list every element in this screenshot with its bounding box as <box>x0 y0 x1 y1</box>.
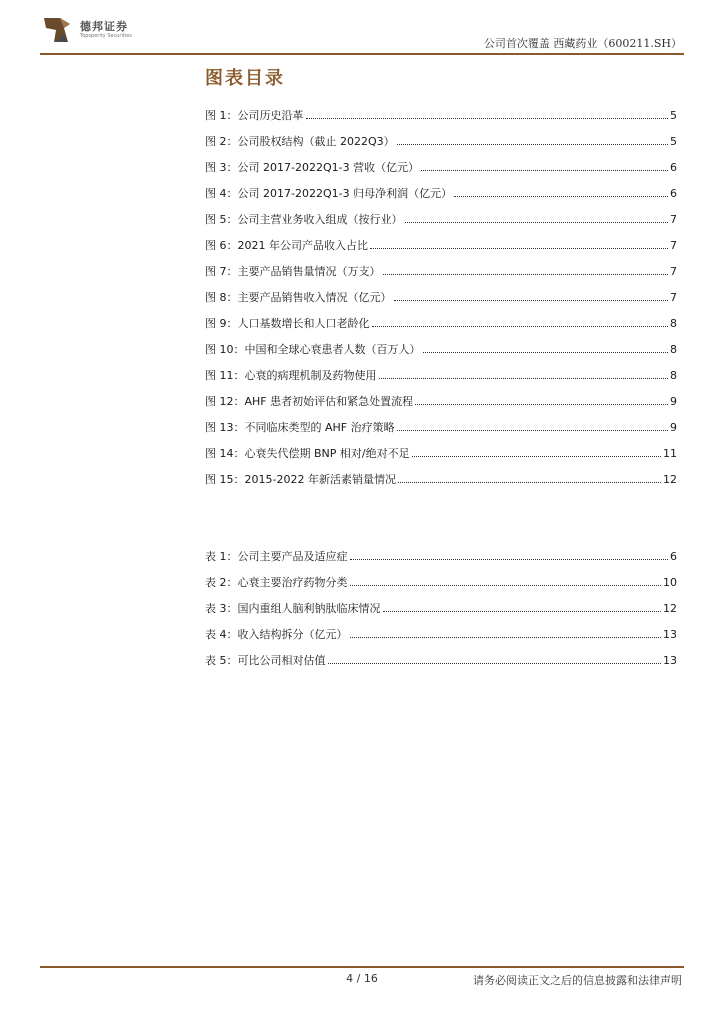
entry-label: 图 15：2015-2022 年新活素销量情况 <box>205 473 396 486</box>
topsperity-logo-icon <box>40 14 76 46</box>
table-list <box>205 548 677 678</box>
figure-list <box>205 107 677 497</box>
entry-label: 表 1：公司主要产品及适应症 <box>205 550 348 563</box>
dot-leader <box>306 118 669 119</box>
dot-leader <box>372 326 669 327</box>
dot-leader <box>350 585 662 586</box>
entry-page: 7 <box>670 239 677 252</box>
logo-english-name: Topsperity Securities <box>80 33 132 39</box>
entry-page: 12 <box>663 473 677 486</box>
figure-entry[interactable] <box>205 289 677 315</box>
footer-divider <box>40 966 684 968</box>
dot-leader <box>415 404 668 405</box>
figure-entry[interactable] <box>205 107 677 133</box>
dot-leader <box>398 482 661 483</box>
figure-entry[interactable] <box>205 315 677 341</box>
dot-leader <box>405 222 669 223</box>
figure-entry[interactable] <box>205 159 677 185</box>
figure-entry[interactable] <box>205 419 677 445</box>
entry-page: 11 <box>663 447 677 460</box>
entry-label: 图 5：公司主营业务收入组成（按行业） <box>205 213 403 226</box>
figure-entry[interactable] <box>205 471 677 497</box>
entry-label: 图 13：不同临床类型的 AHF 治疗策略 <box>205 421 395 434</box>
figure-entry[interactable] <box>205 237 677 263</box>
entry-page: 7 <box>670 213 677 226</box>
dot-leader <box>383 274 669 275</box>
entry-page: 7 <box>670 265 677 278</box>
entry-page: 12 <box>663 602 677 615</box>
dot-leader <box>383 611 662 612</box>
entry-page: 13 <box>663 628 677 641</box>
logo-chinese-name: 德邦证券 <box>80 20 128 33</box>
entry-page: 9 <box>670 395 677 408</box>
figure-entry[interactable] <box>205 185 677 211</box>
entry-label: 图 4：公司 2017-2022Q1-3 归母净利润（亿元） <box>205 187 453 200</box>
figure-entry[interactable] <box>205 393 677 419</box>
figure-entry[interactable] <box>205 133 677 159</box>
entry-label: 图 8：主要产品销售收入情况（亿元） <box>205 291 392 304</box>
dot-leader <box>454 196 668 197</box>
header-divider <box>40 53 684 55</box>
entry-label: 图 11：心衰的病理机制及药物使用 <box>205 369 377 382</box>
entry-page: 10 <box>663 576 677 589</box>
entry-page: 6 <box>670 550 677 563</box>
report-header-title: 公司首次覆盖 西藏药业（600211.SH） <box>483 37 682 50</box>
dot-leader <box>397 144 668 145</box>
entry-page: 8 <box>670 369 677 382</box>
entry-label: 图 3：公司 2017-2022Q1-3 营收（亿元） <box>205 161 420 174</box>
dot-leader <box>423 352 669 353</box>
entry-label: 图 10：中国和全球心衰患者人数（百万人） <box>205 343 421 356</box>
figure-entry[interactable] <box>205 445 677 471</box>
entry-label: 图 2：公司股权结构（截止 2022Q3） <box>205 135 395 148</box>
table-entry[interactable] <box>205 548 677 574</box>
logo-text <box>80 20 132 40</box>
entry-page: 13 <box>663 654 677 667</box>
figure-entry[interactable] <box>205 367 677 393</box>
figure-entry[interactable] <box>205 341 677 367</box>
figure-entry[interactable] <box>205 211 677 237</box>
entry-page: 6 <box>670 161 677 174</box>
entry-label: 图 6：2021 年公司产品收入占比 <box>205 239 368 252</box>
entry-page: 8 <box>670 317 677 330</box>
company-logo <box>40 14 132 46</box>
entry-page: 8 <box>670 343 677 356</box>
entry-page: 5 <box>670 109 677 122</box>
table-entry[interactable] <box>205 626 677 652</box>
entry-page: 9 <box>670 421 677 434</box>
dot-leader <box>350 637 662 638</box>
entry-label: 图 14：心衰失代偿期 BNP 相对/绝对不足 <box>205 447 410 460</box>
entry-label: 图 9：人口基数增长和人口老龄化 <box>205 317 370 330</box>
entry-label: 表 4：收入结构拆分（亿元） <box>205 628 348 641</box>
entry-label: 表 3：国内重组人脑利钠肽临床情况 <box>205 602 381 615</box>
entry-label: 图 1：公司历史沿革 <box>205 109 304 122</box>
entry-page: 6 <box>670 187 677 200</box>
entry-page: 5 <box>670 135 677 148</box>
dot-leader <box>379 378 669 379</box>
dot-leader <box>397 430 668 431</box>
entry-page: 7 <box>670 291 677 304</box>
entry-label: 表 2：心衰主要治疗药物分类 <box>205 576 348 589</box>
entry-label: 图 12：AHF 患者初始评估和紧急处置流程 <box>205 395 414 408</box>
toc-title: 图表目录 <box>205 68 285 89</box>
table-entry[interactable] <box>205 652 677 678</box>
entry-label: 表 5：可比公司相对估值 <box>205 654 326 667</box>
figure-entry[interactable] <box>205 263 677 289</box>
table-entry[interactable] <box>205 574 677 600</box>
dot-leader <box>328 663 662 664</box>
dot-leader <box>370 248 668 249</box>
entry-label: 图 7：主要产品销售量情况（万支） <box>205 265 381 278</box>
legal-disclaimer: 请务必阅读正文之后的信息披露和法律声明 <box>473 974 682 987</box>
dot-leader <box>412 456 661 457</box>
table-entry[interactable] <box>205 600 677 626</box>
dot-leader <box>421 170 668 171</box>
page-number: 4 / 16 <box>346 972 378 985</box>
dot-leader <box>394 300 669 301</box>
dot-leader <box>350 559 669 560</box>
